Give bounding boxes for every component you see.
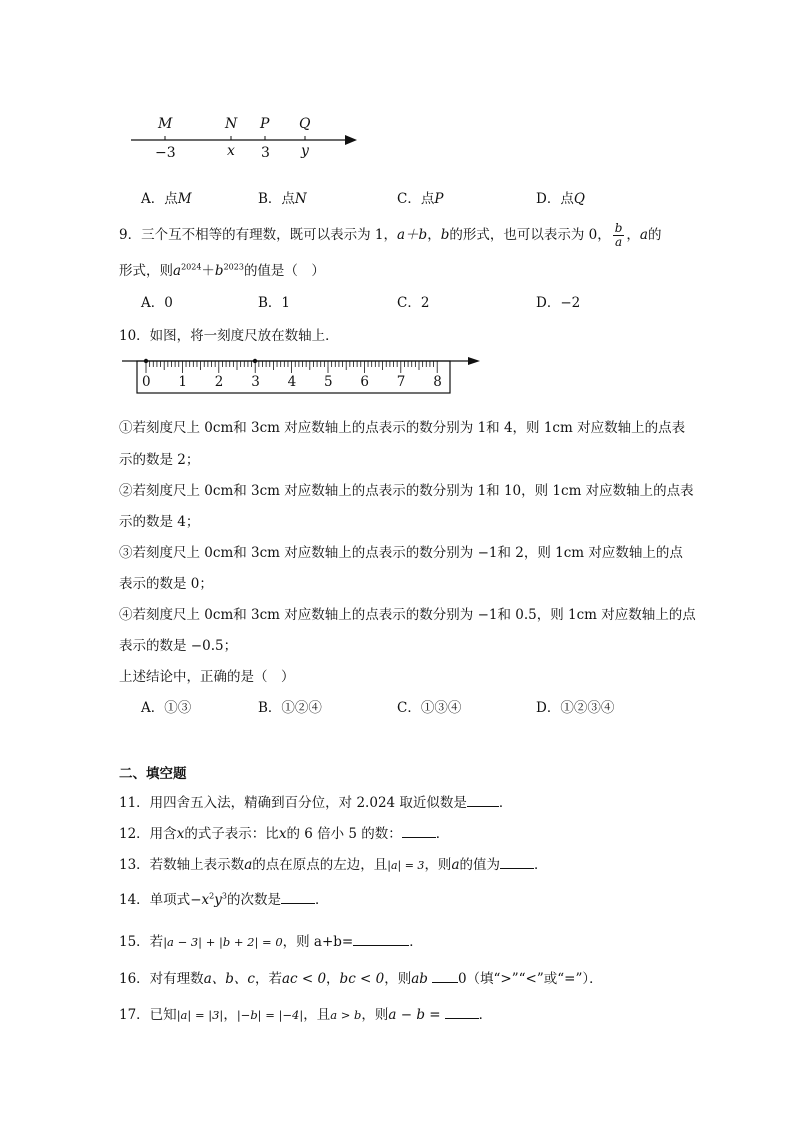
ruler-point-zero (144, 359, 148, 363)
q11-end: ． (498, 795, 513, 811)
q9-frac-den: a (615, 235, 623, 249)
ruler-axis-arrow (468, 357, 480, 365)
q15-answer-blank[interactable] (353, 933, 409, 946)
q8-option-a-var: M (177, 191, 192, 207)
q16-sep: ， (326, 971, 340, 987)
q14-end: ． (314, 892, 329, 908)
q8-option-c-label: C．点 (397, 191, 435, 207)
value-q: y (301, 143, 309, 159)
q14-answer-blank[interactable] (281, 891, 315, 904)
q9-line2 (119, 259, 325, 279)
q13-mid: 的点在原点的左边，且 (252, 857, 388, 873)
q10-statement-3b: 表示的数是 0； (119, 576, 213, 592)
q12 (119, 822, 449, 842)
ruler-number: 8 (433, 374, 442, 390)
q16-pre: 16．对有理数 (119, 971, 204, 987)
q16 (119, 967, 603, 987)
q10-option-a[interactable]: A．①③ (141, 700, 192, 716)
q12-x: x (176, 826, 185, 842)
label-m: M (158, 116, 173, 132)
q10-statement-3a: ③若刻度尺上 0cm和 3cm 对应数轴上的点表示的数分别为 −1和 2，则 1cm 对应数轴上的点 (119, 545, 683, 561)
label-q: Q (299, 116, 311, 132)
q16-answer-blank[interactable] (432, 970, 458, 983)
q9-option-d[interactable]: D．−2 (536, 295, 581, 311)
q15-expr: |a − 3| + |b + 2| = 0 (163, 935, 283, 949)
ruler-point-three (253, 359, 257, 363)
q10-option-b[interactable]: B．①②④ (258, 700, 322, 716)
q10-option-c[interactable]: C．①③④ (397, 700, 462, 716)
q10-statement-4b: 表示的数是 −0.5； (119, 638, 238, 654)
q12-x2: x (278, 826, 287, 842)
q8-option-c-var: P (434, 191, 444, 207)
q16-post: 0（填“>”“<”或“=”）． (457, 971, 603, 987)
q16-mid: ，若 (254, 971, 282, 987)
q16-c2: bc < 0 (339, 971, 385, 987)
q17-answer-blank[interactable] (445, 1006, 479, 1019)
q10-stem: 10．如图，将一刻度尺放在数轴上． (119, 328, 339, 344)
q16-vars: a、b、c (203, 971, 255, 987)
value-p: 3 (261, 145, 270, 161)
q15-pre: 15．若 (119, 934, 164, 950)
number-line-arrow (345, 135, 357, 145)
q17-pre: 17．已知 (119, 1007, 177, 1023)
q15-post: ，则 a+b= (282, 934, 354, 950)
ruler-number: 0 (142, 374, 151, 390)
q9-exp1: 2024 (181, 262, 202, 272)
ruler-number: 3 (251, 374, 260, 390)
q17 (119, 1003, 492, 1023)
ruler-number: 7 (396, 374, 406, 390)
q12-answer-blank[interactable] (402, 825, 436, 838)
q11 (119, 791, 512, 811)
q15 (119, 930, 423, 950)
q10-conclusion: 上述结论中，正确的是（ ） (119, 669, 295, 685)
q12-end: ． (435, 826, 450, 842)
ruler-number: 1 (178, 374, 187, 390)
q9-expr-b: b (214, 263, 224, 279)
q9-option-a[interactable]: A．0 (141, 295, 173, 311)
q14-exp2: 3 (221, 891, 227, 901)
q8-option-b[interactable] (258, 187, 307, 207)
q14-exp1: 2 (209, 891, 215, 901)
q8-option-c[interactable] (397, 187, 443, 207)
ruler-figure (118, 352, 484, 396)
q9-exp2: 2023 (223, 262, 244, 272)
ruler-number: 5 (324, 374, 333, 390)
q12-mid2: 的 6 倍小 5 的数： (286, 826, 402, 842)
ruler-number: 2 (214, 374, 224, 390)
q8-option-a-label: A．点 (141, 191, 178, 207)
q9-expr-a: a (173, 263, 182, 279)
q9-option-b[interactable]: B．1 (258, 295, 291, 311)
q14-expr: −x (190, 892, 210, 908)
q9-ab: a＋b (396, 227, 428, 243)
q16-ab: ab (411, 971, 428, 987)
q17-sep: ， (223, 1007, 237, 1023)
q17-end: ． (478, 1007, 493, 1023)
q9-text4: ， (626, 227, 640, 243)
q10-statement-2a: ②若刻度尺上 0cm和 3cm 对应数轴上的点表示的数分别为 1和 10，则 1cm 对应数轴上的点表 (119, 483, 694, 499)
q9-line2-post: 的值是（ ） (243, 263, 325, 279)
q9-frac-num: b (614, 221, 623, 235)
value-m: −3 (155, 145, 176, 161)
q15-end: ． (409, 934, 423, 950)
q11-answer-blank[interactable] (467, 794, 499, 807)
q12-mid1: 的式子表示：比 (184, 826, 279, 842)
q8-option-d[interactable] (536, 187, 585, 207)
q12-pre: 12．用含 (119, 826, 177, 842)
q10-statement-1a: ①若刻度尺上 0cm和 3cm 对应数轴上的点表示的数分别为 1和 4，则 1cm 对应数轴上的点表 (119, 420, 686, 436)
q13-mid2: ，则 (424, 857, 452, 873)
q9-plus: ＋ (201, 263, 215, 279)
q8-option-b-var: N (294, 191, 307, 207)
section-title: 二、填空题 (119, 766, 187, 782)
value-n: x (227, 143, 235, 159)
q9-option-c[interactable]: C．2 (397, 295, 430, 311)
q13 (119, 853, 548, 873)
q13-end: ． (534, 857, 548, 873)
q13-mid3: 的值为 (459, 857, 500, 873)
q10-statement-4a: ④若刻度尺上 0cm和 3cm 对应数轴上的点表示的数分别为 −1和 0.5，则 1cm 对应数轴上的点 (119, 607, 696, 623)
q17-c3: a > b (330, 1008, 362, 1022)
label-n: N (225, 116, 238, 132)
q9-b: b (440, 227, 450, 243)
q9-line2-pre: 形式，则 (119, 263, 173, 279)
q14 (119, 888, 328, 908)
q17-mid2: ，则 (361, 1007, 389, 1023)
q16-mid2: ，则 (384, 971, 412, 987)
q17-c1: |a| = |3| (176, 1008, 224, 1022)
q8-option-a[interactable] (141, 187, 192, 207)
ruler-ticks (146, 361, 437, 373)
q14-post: 的次数是 (226, 892, 281, 908)
q14-pre: 14．单项式 (119, 892, 191, 908)
q10-statement-2b: 示的数是 4； (119, 514, 200, 530)
q9-text3: 的形式，也可以表示为 0， (449, 227, 611, 243)
ruler-number: 4 (287, 374, 297, 390)
q17-c4: a − b = (388, 1007, 441, 1023)
q9-line1 (119, 222, 661, 249)
q8-option-d-var: Q (573, 191, 585, 207)
q8-option-b-label: B．点 (258, 191, 295, 207)
q9-a: a (639, 227, 648, 243)
q17-c2: |−b| = |−4| (236, 1008, 304, 1022)
q10-option-d[interactable]: D．①②③④ (536, 700, 615, 716)
q11-text: 11．用四舍五入法，精确到百分位，对 2.024 取近似数是 (119, 795, 467, 811)
q9-text2: ， (427, 227, 441, 243)
q13-a2: a (451, 857, 460, 873)
q13-abs: |a| = 3 (387, 859, 425, 872)
q13-answer-blank[interactable] (500, 856, 534, 869)
label-p: P (260, 116, 270, 132)
q13-pre: 13．若数轴上表示数 (119, 857, 245, 873)
q9-fraction (613, 222, 625, 249)
q16-c1: ac < 0 (281, 971, 327, 987)
q9-text5: 的 (647, 227, 662, 243)
q8-option-d-label: D．点 (536, 191, 574, 207)
q10-statement-1b: 示的数是 2； (119, 452, 200, 468)
q17-mid: ，且 (303, 1007, 331, 1023)
q13-a: a (244, 857, 253, 873)
ruler-number: 6 (360, 374, 369, 390)
q9-text1: 9．三个互不相等的有理数，既可以表示为 1， (119, 227, 397, 243)
q14-y: y (214, 892, 222, 908)
